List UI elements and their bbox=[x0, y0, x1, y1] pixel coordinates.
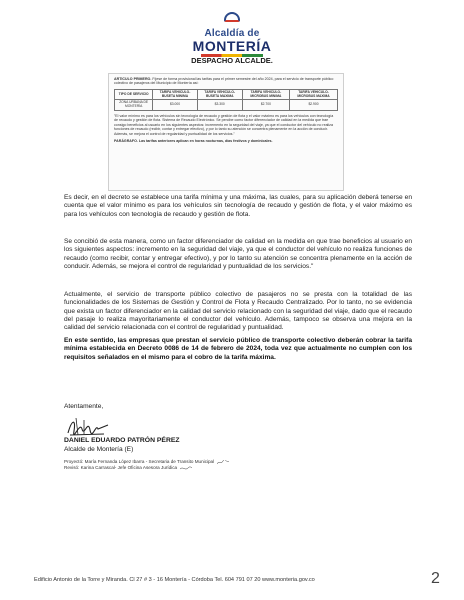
signer-name: DANIEL EDUARDO PATRÓN PÉREZ bbox=[64, 437, 180, 444]
footer-address: Edificio Antonio de la Torre y Miranda. Cl 27 # 3 - 16 Montería - Córdoba Tel. 604 791 07 20 www.monteria.gov.co bbox=[34, 577, 315, 583]
alcaldia-logo bbox=[0, 8, 464, 57]
excerpt-paragraph: PARÁGRAFO. Las tarifas anteriores aplican en horas nocturnas, días festivos y dominicales. bbox=[114, 139, 273, 144]
handwritten-signature bbox=[64, 415, 126, 439]
tariff-col-buseta-min: TARIFA VEHICULO-BUSETA MINIMA bbox=[153, 89, 197, 100]
body-paragraph-2: Se concibió de esta manera, como un factor diferenciador de calidad en la medida en que trae beneficios al usuario en los siguientes aspectos: incremento en la seguridad del viaje, ya que el conductor del vehículo no realiza funciones de recaudo (como recibir, contar y entregar efectivo), y por lo tanto su atención se concentra plenamente en la acción de conducir. Además, se mejora el control de regularidad y puntualidad de los servicios." bbox=[64, 238, 412, 270]
document-credits bbox=[64, 459, 229, 472]
credit-reviewed-row bbox=[64, 465, 229, 471]
decree-excerpt-image bbox=[108, 73, 344, 191]
credit-reviewed: Revisó: Karina Carrascal- Jefe Oficina Asesora Jurídica bbox=[64, 465, 178, 471]
tariff-cell-buseta-min: $3.000 bbox=[153, 100, 197, 111]
tariff-cell-microbus-min: $2.700 bbox=[242, 100, 289, 111]
logo-main-text: MONTERÍA bbox=[192, 38, 272, 54]
hat-logo-icon bbox=[221, 8, 243, 22]
signer-role: Alcalde de Montería (E) bbox=[64, 446, 134, 453]
tariff-col-buseta-max: TARIFA VEHICULO-BUSETA MAXIMA bbox=[197, 89, 242, 100]
credit-projected: Proyectó: María Fernanda López Ibarra - Secretaria de Transito Municipal bbox=[64, 459, 215, 464]
tariff-cell-service: ZONA URBANA DE MONTERÍA bbox=[115, 100, 153, 111]
salutation: Atentamente, bbox=[64, 403, 104, 410]
page-number: 2 bbox=[431, 570, 440, 587]
tariff-cell-microbus-max: $2.900 bbox=[289, 100, 337, 111]
initial-signature-icon bbox=[180, 466, 192, 471]
department-title: DESPACHO ALCALDE. bbox=[191, 56, 273, 65]
body-paragraph-conclusion: En este sentido, las empresas que prestan el servicio público de transporte colectivo deberán cobrar la tarifa mínima establecida en Decreto 0086 de 14 de febrero de 2024, toda vez que actualmente no cumplen con los requisitos señalados en el mismo para el cobro de la tarifa máxima. bbox=[64, 337, 412, 361]
table-row bbox=[115, 100, 338, 111]
body-paragraph-3: Actualmente, el servicio de transporte público colectivo de pasajeros no se presta con la totalidad de las funcionalidades de los Sistemas de Gestión y Control de Flota y Recaudo Centralizado. Por lo tanto, no se evidencia que exista un factor diferenciador en la calidad del servicio relacionado con la seguridad del viaje, dado que el recaudo del pasaje lo realiza mayoritariamente el conductor del vehículo. Además, tampoco se observa una mejora en la calidad del servicio relacionada con el control de regularidad y puntualidad. bbox=[64, 291, 412, 332]
tariff-col-service: TIPO DE SERVICIO bbox=[115, 89, 153, 100]
excerpt-heading-label: ARTICULO PRIMERO. bbox=[114, 77, 152, 81]
tariff-cell-buseta-max: $3.300 bbox=[197, 100, 242, 111]
tariff-table bbox=[114, 89, 338, 111]
body-paragraph-1: Es decir, en el decreto se establece una tarifa mínima y una máxima, las cuales, para su aplicación deberá tenerse en cuenta que el valor mínimo es para los vehículos sin tecnología de recaudo y gestión de flota, y el valor máximo es para los vehículos con tecnología de recaudo y gestión de flota. bbox=[64, 194, 412, 218]
tariff-col-microbus-min: TARIFA VEHICULO-MICROBUS MINIMA bbox=[242, 89, 289, 100]
initial-signature-icon bbox=[217, 460, 229, 465]
tariff-col-microbus-max: TARIFA VEHICULO-MICROBUS MAXIMA bbox=[289, 89, 337, 100]
excerpt-note: "El valor mínimo es para los vehículos sin tecnología de recaudo y gestión de flota y el valor máximo es para los vehículos con tecnología de recaudo y gestión de flota. Sistema de Recaudo Electrónico. Se percibe como factor diferenciador de calidad en la medida que trae consigo beneficios al usuario en los siguientes aspectos: incremento en la seguridad del viaje, ya que el conductor del vehículo no realiza funciones de recaudo (recibir, contar y entregar efectivo), y por lo tanto su atención se concentra plenamente en la acción de conducir. Además, se mejora el control de regularidad y puntualidad de los servicios." bbox=[114, 114, 334, 136]
excerpt-heading bbox=[114, 77, 338, 86]
tariff-table-header-row bbox=[115, 89, 338, 100]
logo-top-text: Alcaldía de bbox=[204, 28, 260, 39]
excerpt-heading-text: Fíjese de forma provisional las tarifas para el primer semestre del año 2024, para el servicio de transporte público colectivo de pasajeros del Municipio de Montería así: bbox=[114, 77, 334, 86]
